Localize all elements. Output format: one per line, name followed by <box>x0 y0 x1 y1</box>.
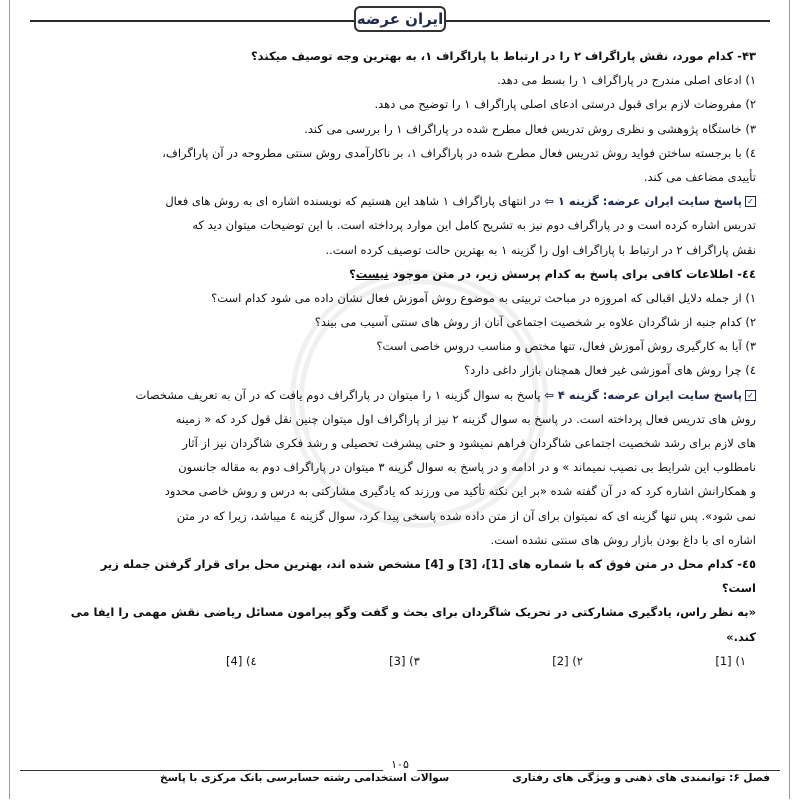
q43-answer-line-1 <box>44 189 756 213</box>
q44-answer-line-6: نمی شود». پس تنها گزینه ای که نمیتوان برای آن از متن داده شده پاسخی پیدا کرد، سوال گزینه ٤ میباشد، زیرا که در متن <box>176 508 756 523</box>
q45-options <box>44 649 756 673</box>
q44-answer-line-4: نامطلوب این شرایط بی نصیب نمیماند » و در ادامه و در پاسخ به سوال گزینه ۳ میتوان در پاراگراف دوم به مقاله جانسون <box>178 460 756 475</box>
q44-option-3: ۳) آیا به کارگیری روش آموزش فعال، تنها مختص و مناسب دروس خاصی است؟ <box>376 339 756 354</box>
q44-option-2: ۲) کدام جنبه از شاگردان علاوه بر شخصیت اجتماعی آنان از روش های سنتی آسیب می بیند؟ <box>314 315 756 330</box>
q44-answer-line-2: روش های تدریس فعال پرداخته است. در پاسخ به سوال گزینه ۲ نیز از پاراگراف اول میتوان چنین نقل قول کرد که « زمینه <box>175 411 756 426</box>
footer-book-title: سوالات استخدامی رشته حسابرسی بانک مرکزی با پاسخ <box>160 772 450 784</box>
site-logo <box>354 6 446 32</box>
q44-question-underlined: نیست <box>355 266 389 281</box>
page-number: ۱۰۵ <box>383 758 417 771</box>
checkbox-icon: ✓ <box>745 390 756 401</box>
logo-text: ایران عرضه <box>356 10 444 28</box>
q45-quote-line-1: «به نظر راس، یادگیری مشارکتی در تحریک شاگردان برای بحث و گفت وگو پیرامون مسائل ریاضی نقش مهمی را ایفا می <box>70 605 756 620</box>
q44-question-part-2: ؟ <box>349 266 356 281</box>
q45-quote-line-2: کند.» <box>726 629 756 644</box>
q44-option-4: ٤) چرا روش های آموزشی غیر فعال همچنان بازار داغی دارد؟ <box>464 363 756 378</box>
q43-option-3: ۳) خاستگاه پژوهشی و نظری روش تدریس فعال مطرح شده در پاراگراف ۱ را بررسی می کند. <box>304 121 756 136</box>
q43-option-4-line-1: ٤) با برجسته ساختن فواید روش تدریس فعال مطرح شده در پاراگراف ۱، بر ناکارآمدی روش سنتی مطروحه در آن پاراگراف، <box>162 145 756 160</box>
q45-option-3: ۳) [3] <box>389 653 420 668</box>
q44-answer-line-7: اشاره ای با داغ بودن بازار روش های سنتی نشده است. <box>490 532 756 547</box>
q44-answer-text-1: پاسخ به سوال گزینه ۱ را میتوان در پاراگراف دوم یافت که در آن به تعریف مشخصات <box>135 387 541 402</box>
question-43: ۴۳- کدام مورد، نقش پاراگراف ۲ را در ارتباط با پاراگراف ۱، به بهترین وجه توصیف میکند؟ <box>251 49 756 63</box>
q44-answer-line-5: و همکارانش اشاره کرد که در آن گفته شده «بر این نکته تأکید می ورزند که یادگیری مشارکتی به درس و روش خاصی محدود <box>164 484 756 499</box>
q43-option-1: ۱) ادعای اصلی مندرج در پاراگراف ۱ را بسط می دهد. <box>497 73 756 88</box>
question-44 <box>44 262 756 286</box>
q43-option-2: ۲) مفروضات لازم برای قبول درستی ادعای اصلی پاراگراف ۱ را توضیح می دهد. <box>374 97 756 112</box>
q44-answer-line-1 <box>44 383 756 407</box>
page-content <box>44 44 756 673</box>
q45-options-row <box>226 649 746 673</box>
q43-answer-line-2: تدریس اشاره کرده است و در پاراگراف دوم نیز به تشریح کامل این موارد پرداخته است. با این توضیحات میتوان دید که <box>192 218 756 233</box>
q45-option-2: ۲) [2] <box>552 653 583 668</box>
q44-question-part-1: ٤٤- اطلاعات کافی برای پاسخ به کدام پرسش زیر، در متن موجود <box>392 266 756 281</box>
q43-answer-text-1: در انتهای پاراگراف ۱ شاهد این هستیم که نویسنده اشاره ای به روش های فعال <box>165 194 541 209</box>
q45-option-4: ٤) [4] <box>226 653 257 668</box>
q43-option-4-line-2: تأییدی مضاعف می کند. <box>643 169 756 184</box>
q44-answer-label: پاسخ سایت ایران عرضه: گزینه ۴ ⇦ <box>544 387 742 402</box>
checkbox-icon: ✓ <box>745 196 756 207</box>
q45-option-1: ۱) [1] <box>715 653 746 668</box>
question-45-line-1: ٤٥- کدام محل در متن فوق که با شماره های [1]، [3] و [4] مشخص شده اند، بهترین محل برای قرار گرفتن جمله زیر <box>100 556 756 571</box>
q43-answer-label: پاسخ سایت ایران عرضه: گزینه ۱ ⇦ <box>544 194 742 209</box>
footer-chapter: فصل ۶: توانمندی های ذهنی و ویژگی های رفتاری <box>512 772 770 784</box>
q44-answer-line-3: های لازم برای رشد شخصیت اجتماعی شاگردان فراهم نمیشود و حتی پیشرفت تحصیلی و رشد فکری شاگردان نیز از آثار <box>182 436 756 450</box>
q44-option-1: ۱) از جمله دلایل اقبالی که امروزه در مباحث تربیتی به موضوع روش آموزش فعال نشان داده می شود کدام است؟ <box>211 290 756 305</box>
question-45-line-2: است؟ <box>721 581 756 596</box>
q43-answer-line-3: نقش پاراگراف ۲ در ارتباط با پاراگراف اول را گزینه ۱ به بهترین حالت توصیف کرده است.. <box>325 242 756 257</box>
